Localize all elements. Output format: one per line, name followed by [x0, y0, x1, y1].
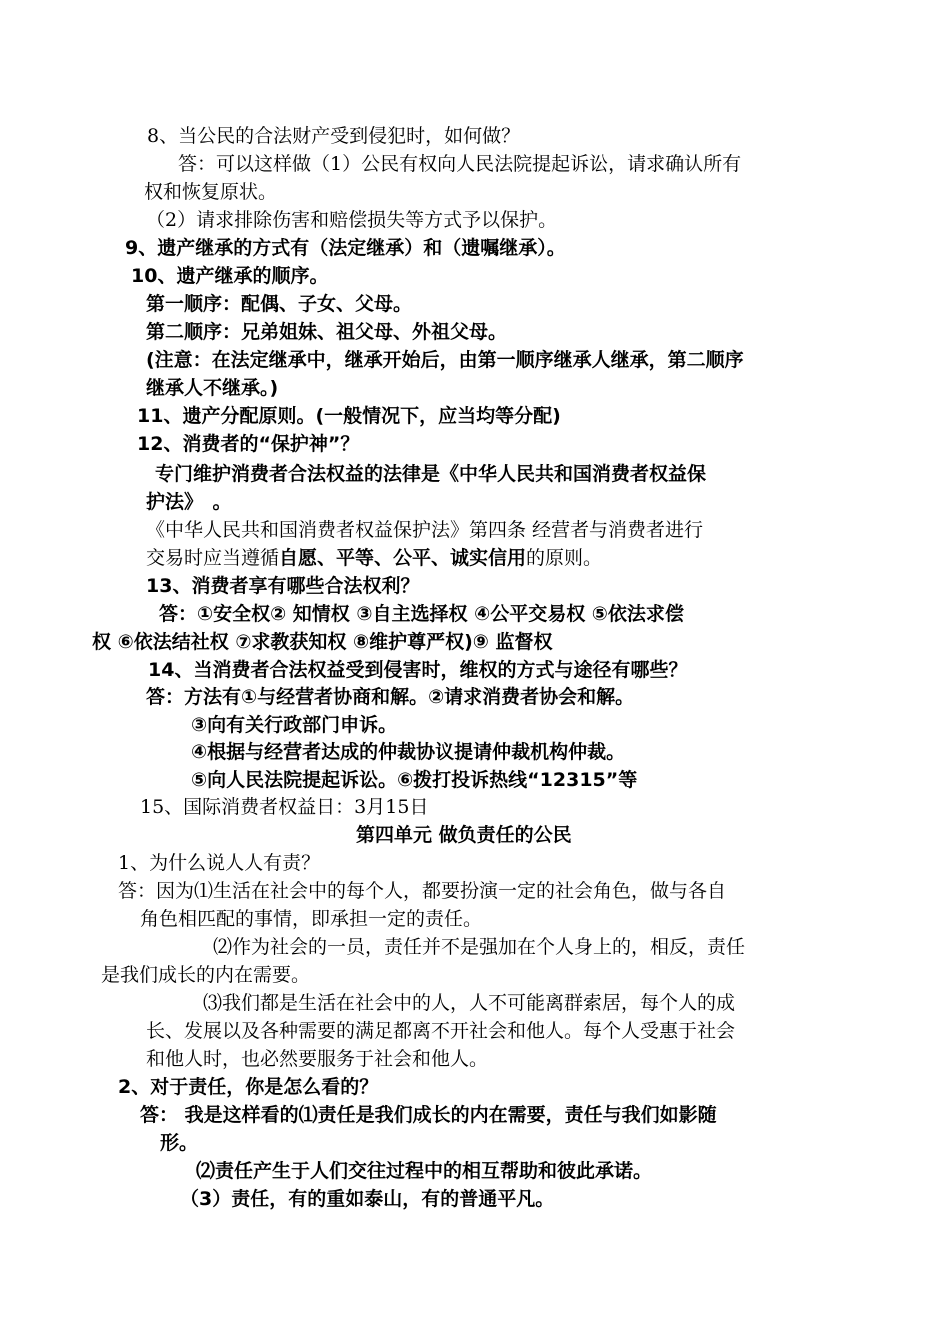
answer-13-line-2: 权 ⑥依法结社权 ⑦求教获知权 ⑧维护尊严权)⑨ 监督权 — [92, 631, 553, 653]
answer-14-line-3: ④根据与经营者达成的仲裁协议提请仲裁机构仲裁。 — [191, 741, 626, 763]
law-article-line-2 — [146, 545, 602, 571]
law-article-principles: 自愿、平等、公平、诚实信用 — [279, 547, 527, 569]
answer-u4-2-line-4: （3）责任，有的重如泰山，有的普通平凡。 — [180, 1188, 555, 1210]
answer-u4-2-line-3: ⑵责任产生于人们交往过程中的相互帮助和彼此承诺。 — [196, 1160, 653, 1182]
note-line-2: 继承人不继承。) — [146, 377, 279, 399]
question-13: 13、消费者享有哪些合法权利？ — [146, 575, 420, 597]
answer-12-line-1: 专门维护消费者合法权益的法律是《中华人民共和国消费者权益保 — [155, 463, 707, 485]
answer-u4-1-line-5: ⑶我们都是生活在社会中的人，人不可能离群索居，每个人的成 — [203, 992, 736, 1014]
answer-8-line-1: 答：可以这样做（1）公民有权向人民法院提起诉讼，请求确认所有 — [178, 153, 742, 175]
item-15: 15、国际消费者权益日：3月15日 — [140, 796, 429, 818]
note-line-1: (注意：在法定继承中，继承开始后，由第一顺序继承人继承，第二顺序 — [146, 349, 744, 371]
answer-u4-1-line-7: 和他人时，也必然要服务于社会和他人。 — [146, 1048, 489, 1070]
answer-8-line-3: （2）请求排除伤害和赔偿损失等方式予以保护。 — [146, 209, 558, 231]
law-article-text-a: 交易时应当遵循 — [146, 547, 280, 569]
question-u4-2: 2、对于责任，你是怎么看的？ — [118, 1076, 379, 1098]
question-14: 14、当消费者合法权益受到侵害时，维权的方式与途径有哪些？ — [148, 659, 688, 681]
answer-14-line-4: ⑤向人民法院提起诉讼。⑥拨打投诉热线“12315”等 — [191, 769, 638, 791]
law-article-text-b: 的原则。 — [526, 547, 603, 569]
answer-u4-1-line-3: ⑵作为社会的一员，责任并不是强加在个人身上的，相反，责任 — [213, 936, 746, 958]
answer-14-line-1: 答：方法有①与经营者协商和解。②请求消费者协会和解。 — [146, 686, 635, 708]
answer-13-line-1: 答：①安全权② 知情权 ③自主选择权 ④公平交易权 ⑤依法求偿 — [159, 603, 684, 625]
question-9: 9、遗产继承的方式有（法定继承）和（遗嘱继承）。 — [125, 237, 566, 259]
question-u4-1: 1、为什么说人人有责？ — [118, 852, 321, 874]
answer-8-line-2: 权和恢复原状。 — [144, 181, 278, 203]
law-article-line-1: 《中华人民共和国消费者权益保护法》第四条 经营者与消费者进行 — [146, 519, 704, 541]
answer-u4-2-line-1: 答： 我是这样看的⑴责任是我们成长的内在需要，责任与我们如影随 — [140, 1104, 717, 1126]
answer-12-line-2: 护法》 。 — [146, 491, 232, 513]
answer-u4-1-line-1: 答：因为⑴生活在社会中的每个人，都要扮演一定的社会角色，做与各自 — [118, 880, 727, 902]
unit-title: 第四单元 做负责任的公民 — [356, 824, 572, 846]
question-8: 8、当公民的合法财产受到侵犯时，如何做？ — [147, 125, 521, 147]
question-10: 10、遗产继承的顺序。 — [131, 265, 329, 287]
question-11: 11、遗产分配原则。(一般情况下，应当均等分配) — [137, 405, 561, 427]
question-12: 12、消费者的“保护神”？ — [137, 433, 360, 455]
answer-u4-1-line-4: 是我们成长的内在需要。 — [101, 964, 311, 986]
answer-u4-2-line-2: 形。 — [160, 1132, 199, 1154]
order-second: 第二顺序：兄弟姐妹、祖父母、外祖父母。 — [146, 321, 508, 343]
order-first: 第一顺序：配偶、子女、父母。 — [146, 293, 413, 315]
answer-14-line-2: ③向有关行政部门申诉。 — [191, 714, 398, 736]
answer-u4-1-line-2: 角色相匹配的事情，即承担一定的责任。 — [140, 908, 483, 930]
answer-u4-1-line-6: 长、发展以及各种需要的满足都离不开社会和他人。每个人受惠于社会 — [146, 1020, 736, 1042]
